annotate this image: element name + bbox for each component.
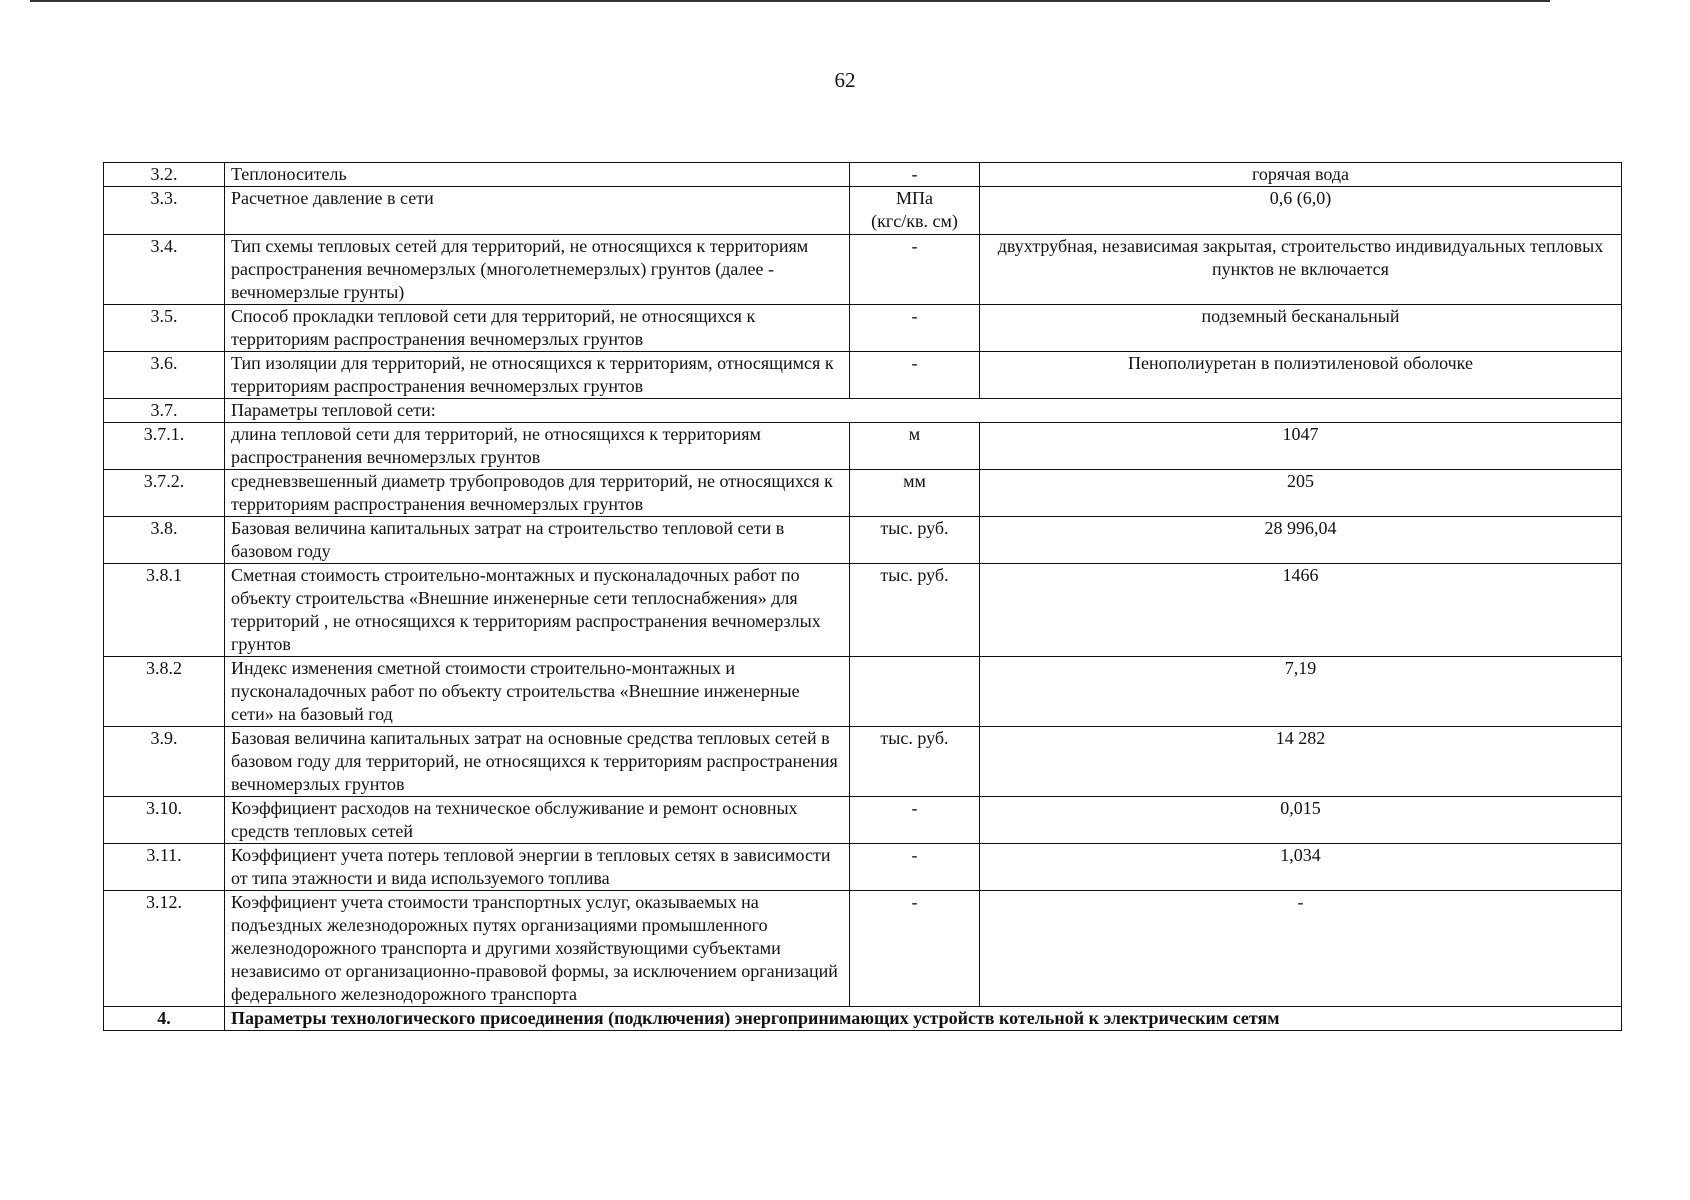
row-unit: -	[850, 235, 980, 305]
row-number: 3.6.	[104, 352, 225, 399]
row-parameter: Коэффициент расходов на техническое обслуживание и ремонт основных средств тепловых сетей	[225, 797, 850, 844]
row-parameter: длина тепловой сети для территорий, не относящихся к территориям распространения вечномерзлых грунтов	[225, 423, 850, 470]
row-section-heading: Параметры тепловой сети:	[225, 399, 1622, 423]
table-row	[104, 235, 1622, 305]
row-number: 4.	[104, 1007, 225, 1031]
row-unit	[850, 657, 980, 727]
row-parameter: Тип изоляции для территорий, не относящихся к территориям, относящимся к территориям распространения вечномерзлых грунтов	[225, 352, 850, 399]
table-row	[104, 1007, 1622, 1031]
table-row	[104, 564, 1622, 657]
row-unit: МПа (кгс/кв. см)	[850, 187, 980, 235]
table-row	[104, 797, 1622, 844]
page-number: 62	[834, 68, 856, 92]
row-parameter: Базовая величина капитальных затрат на строительство тепловой сети в базовом году	[225, 517, 850, 564]
row-number: 3.10.	[104, 797, 225, 844]
table-row	[104, 423, 1622, 470]
row-parameter: Базовая величина капитальных затрат на основные средства тепловых сетей в базовом году для территорий, не относящихся к территориям распространения вечномерзлых грунтов	[225, 727, 850, 797]
table-row	[104, 891, 1622, 1007]
table-row	[104, 517, 1622, 564]
row-unit: -	[850, 352, 980, 399]
row-unit: мм	[850, 470, 980, 517]
row-number: 3.8.1	[104, 564, 225, 657]
row-parameter: Способ прокладки тепловой сети для территорий, не относящихся к территориям распространения вечномерзлых грунтов	[225, 305, 850, 352]
row-unit: тыс. руб.	[850, 727, 980, 797]
row-unit: тыс. руб.	[850, 517, 980, 564]
row-section-heading: Параметры технологического присоединения (подключения) энергопринимающих устройств котельной к электрическим сетям	[225, 1007, 1622, 1031]
parameters-table	[103, 162, 1622, 1031]
row-number: 3.8.	[104, 517, 225, 564]
row-value: горячая вода	[980, 163, 1622, 187]
row-value: 205	[980, 470, 1622, 517]
row-value: 14 282	[980, 727, 1622, 797]
row-value: 1047	[980, 423, 1622, 470]
row-number: 3.3.	[104, 187, 225, 235]
row-parameter: Коэффициент учета стоимости транспортных услуг, оказываемых на подъездных железнодорожных путях организациями промышленного железнодорожного транспорта и другими хозяйствующими субъектами независимо от организационно-правовой формы, за исключением организаций федерального железнодорожного транспорта	[225, 891, 850, 1007]
row-parameter: Тип схемы тепловых сетей для территорий, не относящихся к территориям распространения вечномерзлых (многолетнемерзлых) грунтов (далее - вечномерзлые грунты)	[225, 235, 850, 305]
table-row	[104, 657, 1622, 727]
row-unit: -	[850, 163, 980, 187]
row-value: двухтрубная, независимая закрытая, строительство индивидуальных тепловых пунктов не включается	[980, 235, 1622, 305]
row-number: 3.7.	[104, 399, 225, 423]
row-number: 3.4.	[104, 235, 225, 305]
row-parameter: Теплоноситель	[225, 163, 850, 187]
row-value: -	[980, 891, 1622, 1007]
table-row	[104, 305, 1622, 352]
row-parameter: средневзвешенный диаметр трубопроводов для территорий, не относящихся к территориям распространения вечномерзлых грунтов	[225, 470, 850, 517]
row-value: 28 996,04	[980, 517, 1622, 564]
row-unit: м	[850, 423, 980, 470]
table-row	[104, 470, 1622, 517]
row-number: 3.7.1.	[104, 423, 225, 470]
table-row	[104, 399, 1622, 423]
row-value: 1,034	[980, 844, 1622, 891]
table-row	[104, 844, 1622, 891]
row-value: подземный бесканальный	[980, 305, 1622, 352]
row-number: 3.8.2	[104, 657, 225, 727]
row-number: 3.7.2.	[104, 470, 225, 517]
table-row	[104, 352, 1622, 399]
row-number: 3.11.	[104, 844, 225, 891]
row-parameter: Сметная стоимость строительно-монтажных и пусконаладочных работ по объекту строительства «Внешние инженерные сети теплоснабжения» для территорий , не относящихся к территориям распространения вечномерзлых грунтов	[225, 564, 850, 657]
table-row	[104, 187, 1622, 235]
row-unit: -	[850, 844, 980, 891]
row-value: 1466	[980, 564, 1622, 657]
table-row	[104, 163, 1622, 187]
row-value: 7,19	[980, 657, 1622, 727]
row-value: 0,6 (6,0)	[980, 187, 1622, 235]
row-number: 3.5.	[104, 305, 225, 352]
top-rule	[30, 0, 1550, 2]
row-parameter: Индекс изменения сметной стоимости строительно-монтажных и пусконаладочных работ по объекту строительства «Внешние инженерные сети» на базовый год	[225, 657, 850, 727]
row-number: 3.2.	[104, 163, 225, 187]
table-body	[104, 163, 1622, 1031]
row-number: 3.12.	[104, 891, 225, 1007]
row-value: Пенополиуретан в полиэтиленовой оболочке	[980, 352, 1622, 399]
row-unit: -	[850, 797, 980, 844]
row-value: 0,015	[980, 797, 1622, 844]
row-parameter: Коэффициент учета потерь тепловой энергии в тепловых сетях в зависимости от типа этажности и вида используемого топлива	[225, 844, 850, 891]
row-number: 3.9.	[104, 727, 225, 797]
row-parameter: Расчетное давление в сети	[225, 187, 850, 235]
row-unit: -	[850, 891, 980, 1007]
row-unit: тыс. руб.	[850, 564, 980, 657]
table-row	[104, 727, 1622, 797]
row-unit: -	[850, 305, 980, 352]
